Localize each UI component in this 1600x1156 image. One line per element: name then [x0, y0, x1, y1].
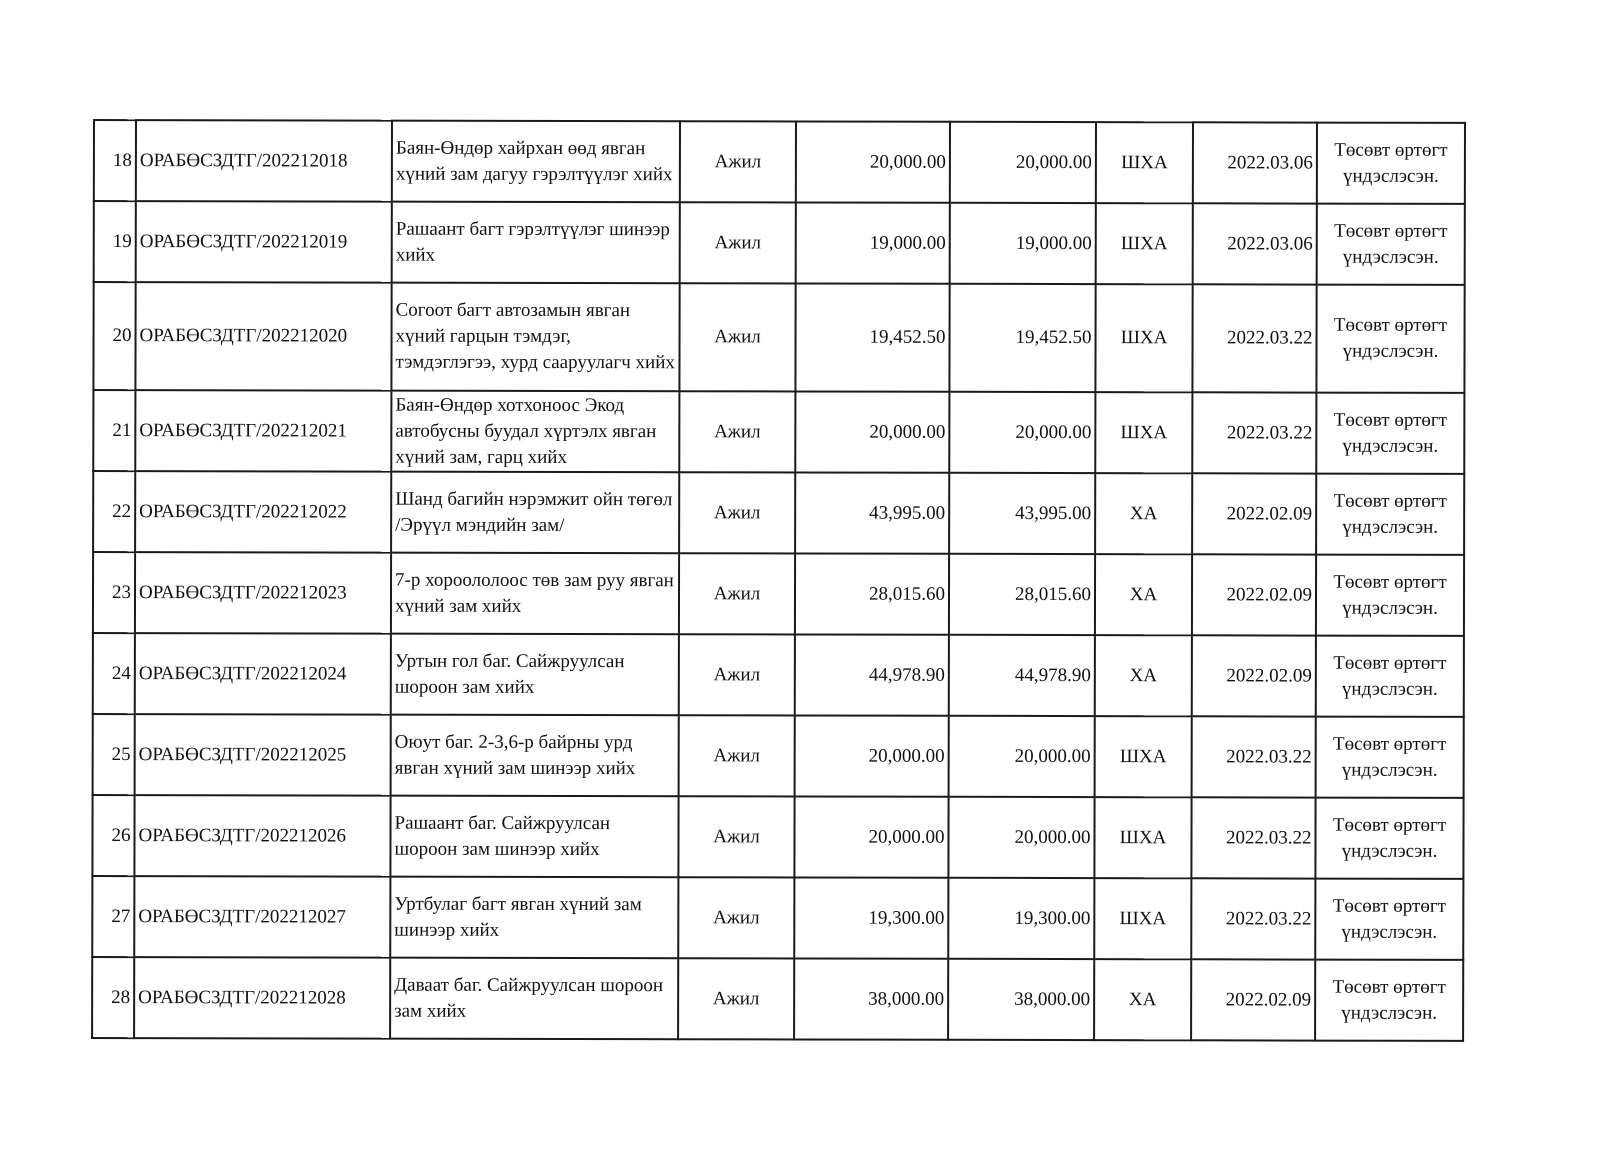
cost-basis-note: Төсөвт өртөгт үндэслэсэн.: [1317, 204, 1465, 285]
table-row: [92, 876, 1463, 960]
project-description: Рашаант багт гэрэлтүүлэг шинээр хийх: [392, 202, 680, 284]
project-description: Рашаант баг. Сайжруулсан шороон зам шинээр хийх: [390, 796, 678, 878]
estimated-cost: 44,978.90: [795, 634, 949, 715]
table-row: [93, 471, 1464, 555]
announcement-date: 2022.03.06: [1193, 203, 1317, 284]
procurement-method: ШХА: [1094, 878, 1191, 959]
row-number: 25: [93, 714, 135, 795]
budget-amount: 20,000.00: [949, 392, 1095, 473]
cost-basis-note: Төсөвт өртөгт үндэслэсэн.: [1316, 717, 1464, 798]
row-number: 24: [93, 633, 135, 714]
announcement-date: 2022.03.22: [1192, 392, 1316, 473]
table-row: [92, 795, 1463, 879]
cost-basis-note: Төсөвт өртөгт үндэслэсэн.: [1316, 555, 1464, 636]
table-row: [94, 120, 1465, 204]
procurement-code: ОРАБӨСЗДТГ/202212019: [136, 201, 392, 283]
budget-amount: 20,000.00: [948, 797, 1094, 878]
procurement-type: Ажил: [680, 202, 796, 283]
table-row: [93, 714, 1464, 798]
announcement-date: 2022.03.06: [1193, 122, 1317, 203]
estimated-cost: 38,000.00: [794, 958, 948, 1039]
procurement-type: Ажил: [679, 634, 795, 715]
procurement-code: ОРАБӨСЗДТГ/202212022: [135, 471, 391, 553]
procurement-method: ХА: [1095, 554, 1192, 635]
procurement-method: ХА: [1095, 635, 1192, 716]
budget-amount: 43,995.00: [949, 473, 1095, 554]
procurement-method: ШХА: [1096, 122, 1193, 203]
row-number: 20: [93, 282, 135, 390]
row-number: 21: [93, 390, 135, 471]
procurement-plan-table: [91, 119, 1466, 1042]
budget-amount: 19,000.00: [950, 203, 1096, 284]
announcement-date: 2022.03.22: [1191, 878, 1315, 959]
estimated-cost: 19,300.00: [794, 877, 948, 958]
budget-amount: 20,000.00: [950, 122, 1096, 203]
announcement-date: 2022.03.22: [1191, 797, 1315, 878]
procurement-code: ОРАБӨСЗДТГ/202212028: [134, 957, 390, 1039]
project-description: Баян-Өндөр хайрхан өөд явган хүний зам дагуу гэрэлтүүлэг хийх: [392, 121, 680, 203]
procurement-code: ОРАБӨСЗДТГ/202212024: [135, 633, 391, 715]
procurement-type: Ажил: [678, 877, 794, 958]
procurement-type: Ажил: [679, 553, 795, 634]
project-description: Согоот багт автозамын явган хүний гарцын тэмдэг, тэмдэглэгээ, хурд сааруулагч хийх: [391, 283, 679, 392]
cost-basis-note: Төсөвт өртөгт үндэслэсэн.: [1315, 798, 1463, 879]
table-row: [93, 552, 1464, 636]
procurement-type: Ажил: [679, 472, 795, 553]
cost-basis-note: Төсөвт өртөгт үндэслэсэн.: [1317, 123, 1465, 204]
cost-basis-note: Төсөвт өртөгт үндэслэсэн.: [1316, 285, 1464, 393]
cost-basis-note: Төсөвт өртөгт үндэслэсэн.: [1315, 879, 1463, 960]
procurement-code: ОРАБӨСЗДТГ/202212025: [135, 714, 391, 796]
estimated-cost: 43,995.00: [795, 472, 949, 553]
procurement-type: Ажил: [678, 958, 794, 1039]
announcement-date: 2022.02.09: [1191, 959, 1315, 1040]
project-description: Даваат баг. Сайжруулсан шороон зам хийх: [390, 958, 678, 1040]
budget-amount: 19,300.00: [948, 878, 1094, 959]
cost-basis-note: Төсөвт өртөгт үндэслэсэн.: [1316, 474, 1464, 555]
announcement-date: 2022.02.09: [1192, 473, 1316, 554]
procurement-method: ШХА: [1095, 716, 1192, 797]
procurement-method: ХА: [1095, 473, 1192, 554]
project-description: Баян-Өндөр хотхоноос Экод автобусны буудал хүртэлх явган хүний зам, гарц хийх: [391, 391, 679, 473]
procurement-type: Ажил: [679, 283, 795, 391]
table-row: [94, 201, 1465, 285]
announcement-date: 2022.02.09: [1192, 554, 1316, 635]
procurement-code: ОРАБӨСЗДТГ/202212020: [135, 282, 391, 391]
estimated-cost: 20,000.00: [794, 796, 948, 877]
procurement-method: ШХА: [1095, 284, 1192, 392]
estimated-cost: 19,452.50: [795, 283, 949, 391]
cost-basis-note: Төсөвт өртөгт үндэслэсэн.: [1316, 636, 1464, 717]
row-number: 18: [94, 120, 136, 201]
row-number: 19: [94, 201, 136, 282]
table-row: [93, 633, 1464, 717]
procurement-code: ОРАБӨСЗДТГ/202212018: [136, 120, 392, 202]
budget-amount: 19,452.50: [949, 284, 1095, 392]
project-description: Уртын гол баг. Сайжруулсан шороон зам хийх: [391, 634, 679, 716]
procurement-method: ШХА: [1094, 797, 1191, 878]
announcement-date: 2022.03.22: [1192, 284, 1316, 392]
table-row: [93, 282, 1464, 393]
row-number: 23: [93, 552, 135, 633]
project-description: Уртбулаг багт явган хүний зам шинээр хийх: [390, 877, 678, 959]
procurement-type: Ажил: [679, 715, 795, 796]
table-row: [93, 390, 1464, 474]
estimated-cost: 19,000.00: [796, 202, 950, 283]
budget-amount: 44,978.90: [949, 635, 1095, 716]
row-number: 27: [92, 876, 134, 957]
row-number: 22: [93, 471, 135, 552]
procurement-code: ОРАБӨСЗДТГ/202212023: [135, 552, 391, 634]
table-body: [92, 120, 1465, 1041]
procurement-method: ШХА: [1095, 392, 1192, 473]
procurement-method: ШХА: [1096, 203, 1193, 284]
procurement-type: Ажил: [679, 391, 795, 472]
procurement-code: ОРАБӨСЗДТГ/202212026: [134, 795, 390, 877]
cost-basis-note: Төсөвт өртөгт үндэслэсэн.: [1316, 393, 1464, 474]
budget-amount: 20,000.00: [949, 716, 1095, 797]
row-number: 26: [92, 795, 134, 876]
procurement-method: ХА: [1094, 959, 1191, 1040]
announcement-date: 2022.02.09: [1192, 635, 1316, 716]
procurement-code: ОРАБӨСЗДТГ/202212021: [135, 390, 391, 472]
project-description: Шанд багийн нэрэмжит ойн төгөл /Эрүүл мэндийн зам/: [391, 472, 679, 554]
table-row: [92, 957, 1463, 1041]
announcement-date: 2022.03.22: [1192, 716, 1316, 797]
estimated-cost: 20,000.00: [795, 391, 949, 472]
project-description: 7-р хороололоос төв зам руу явган хүний зам хийх: [391, 553, 679, 635]
procurement-code: ОРАБӨСЗДТГ/202212027: [134, 876, 390, 958]
budget-amount: 28,015.60: [949, 554, 1095, 635]
cost-basis-note: Төсөвт өртөгт үндэслэсэн.: [1315, 960, 1463, 1041]
procurement-type: Ажил: [678, 796, 794, 877]
row-number: 28: [92, 957, 134, 1038]
budget-amount: 38,000.00: [948, 959, 1094, 1040]
estimated-cost: 20,000.00: [796, 121, 950, 202]
project-description: Оюут баг. 2-3,6-р байрны урд явган хүний зам шинээр хийх: [391, 715, 679, 797]
estimated-cost: 28,015.60: [795, 553, 949, 634]
estimated-cost: 20,000.00: [795, 715, 949, 796]
procurement-type: Ажил: [680, 121, 796, 202]
